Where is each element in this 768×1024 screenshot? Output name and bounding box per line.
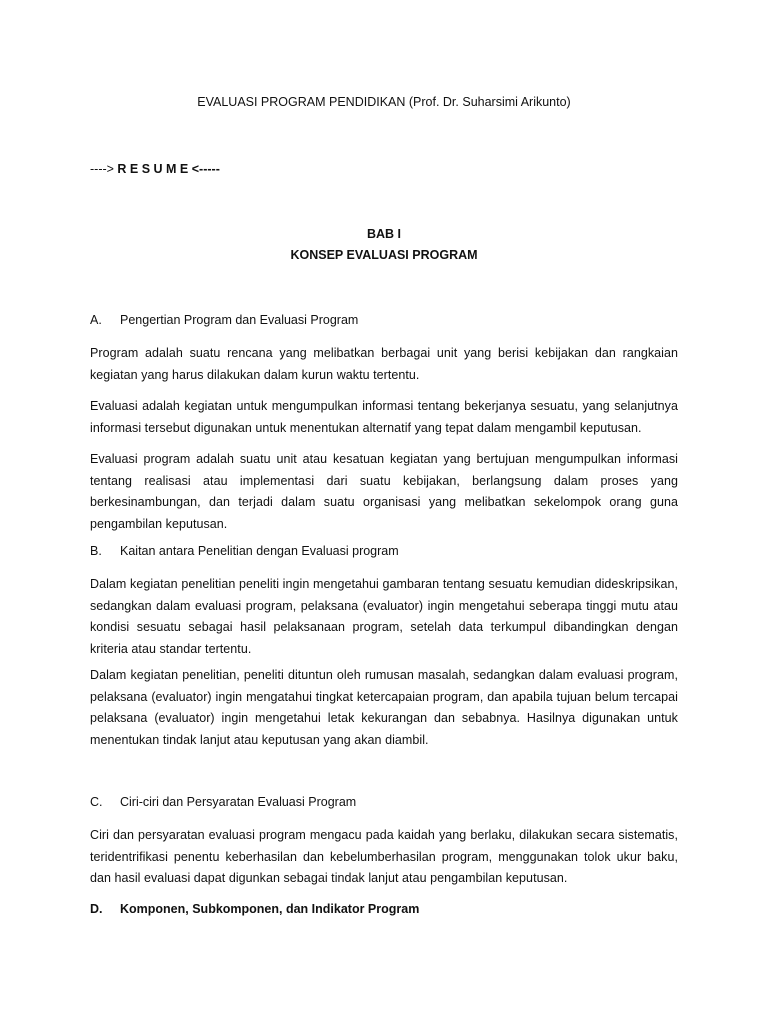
section-title: Pengertian Program dan Evaluasi Program — [120, 313, 359, 327]
section-heading-a — [90, 311, 358, 329]
paragraph: Evaluasi adalah kegiatan untuk mengumpulkan informasi tentang bekerjanya sesuatu, yang selanjutnya informasi tersebut digunakan untuk menentukan alternatif yang tepat dalam mengambil keputusan. — [90, 399, 678, 435]
section-letter: C. — [90, 795, 103, 809]
section-title: Komponen, Subkomponen, dan Indikator Program — [120, 902, 420, 916]
resume-word: R E S U M E — [113, 162, 192, 176]
section-heading-d — [90, 900, 419, 918]
chapter-number: BAB I — [366, 227, 402, 241]
paragraph: Dalam kegiatan penelitian peneliti ingin mengetahui gambaran tentang sesuatu kemudian dideskripsikan, sedangkan dalam evaluasi program, pelaksana (evaluator) ingin mengetahui seberapa tinggi mutu atau kondisi sesuatu sebagai hasil pelaksanaan program, setelah data terkumpul dibandingkan dengan kriteria atau standar tertentu. — [90, 577, 678, 656]
section-title: Kaitan antara Penelitian dengan Evaluasi program — [120, 544, 399, 558]
section-letter: D. — [90, 902, 103, 916]
section-title: Ciri-ciri dan Persyaratan Evaluasi Program — [120, 795, 357, 809]
paragraph: Ciri dan persyaratan evaluasi program mengacu pada kaidah yang berlaku, dilakukan secara sistematis, teridentrifikasi penentu keberhasilan dan kebelumberhasilan program, menggunakan tolok ukur baku, dan hasil evaluasi dapat digunkan sebagai tindak lanjut atau pengambilan keputusan. — [90, 828, 678, 886]
paragraph: Evaluasi program adalah suatu unit atau kesatuan kegiatan yang bertujuan mengumpulkan informasi tentang realisasi atau implementasi dari suatu kebijakan, berlangsung dalam proses yang berkesinambungan, dan terjadi dalam suatu organisasi yang melibatkan sekelompok orang guna pengambilan keputusan. — [90, 452, 678, 531]
section-letter: B. — [90, 544, 102, 558]
resume-marker — [90, 160, 220, 178]
section-letter: A. — [90, 313, 102, 327]
resume-suffix: <----- — [191, 162, 220, 176]
paragraph: Program adalah suatu rencana yang melibatkan berbagai unit yang berisi kebijakan dan rangkaian kegiatan yang harus dilakukan dalam kurun waktu tertentu. — [90, 346, 678, 382]
section-heading-b — [90, 542, 399, 560]
document-page — [90, 0, 678, 1024]
document-title: EVALUASI PROGRAM PENDIDIKAN (Prof. Dr. Suharsimi Arikunto) — [197, 95, 571, 109]
section-heading-c — [90, 793, 356, 811]
chapter-title: KONSEP EVALUASI PROGRAM — [290, 248, 478, 262]
resume-prefix: ----> — [90, 162, 114, 176]
paragraph: Dalam kegiatan penelitian, peneliti dituntun oleh rumusan masalah, sedangkan dalam evaluasi program, pelaksana (evaluator) ingin mengatahui tingkat ketercapaian program, dan apabila tujuan belum tercapai pelaksana (evaluator) ingin mengetahui letak kekurangan dan sebabnya. Hasilnya digunakan untuk menentukan tindak lanjut atau keputusan yang akan diambil. — [90, 668, 678, 747]
